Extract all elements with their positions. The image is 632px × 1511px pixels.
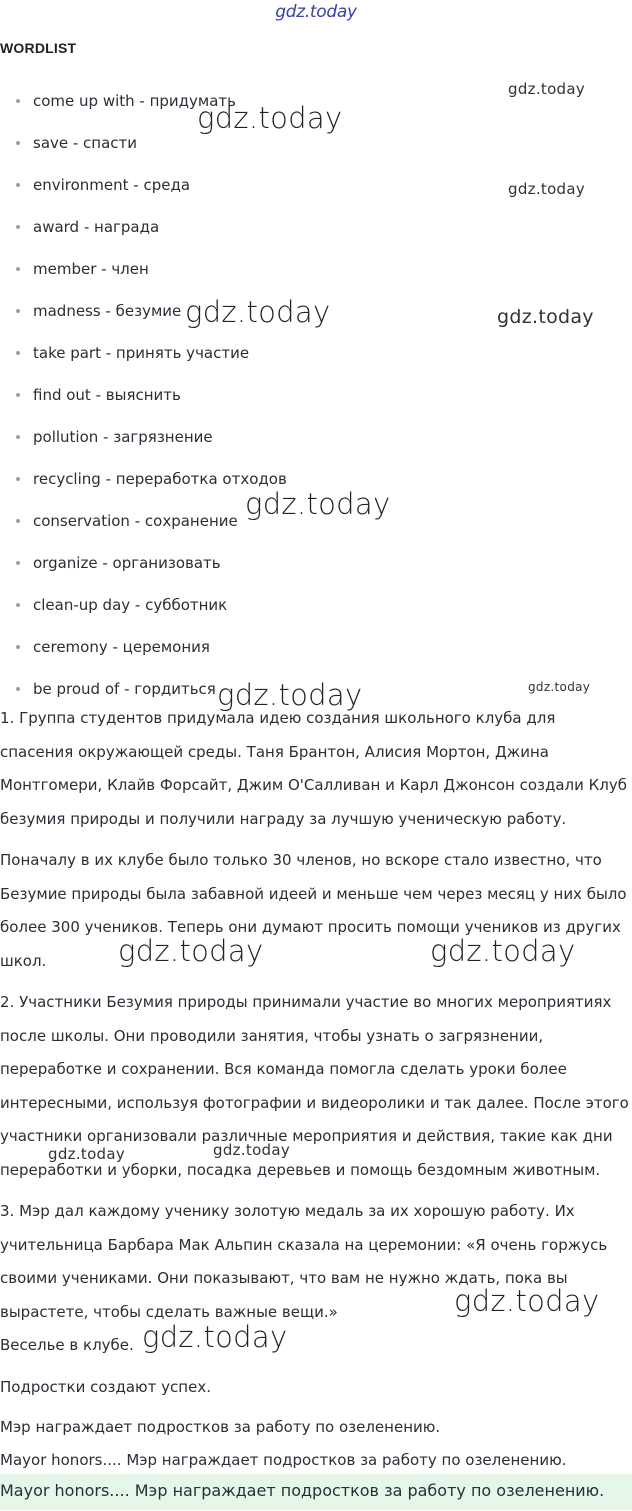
title-line-2: Подростки создают успех.	[0, 1378, 211, 1396]
bullet-icon	[16, 393, 20, 397]
watermark: gdz.today	[48, 1145, 126, 1163]
title-line-3: Мэр награждает подростков за работу по озеленению.	[0, 1418, 441, 1436]
bullet-icon	[16, 351, 20, 355]
watermark: gdz.today	[217, 678, 363, 712]
wordlist-heading: WORDLIST	[0, 40, 77, 56]
bullet-icon	[16, 645, 20, 649]
paragraph-3: 2. Участники Безумия природы принимали участие во многих мероприятиях после школы. Они проводили занятия, чтобы узнать о загрязнении, переработке и сохранении. Вся команда помогла сделать уроки более интересными, используя фотографии и видеоролики и так далее. После этого участники организовали различные мероприятия и действия, такие как дни переработки и уборки, посадка деревьев и помощь бездомным животным.	[0, 993, 629, 1179]
bullet-icon	[16, 267, 20, 271]
bullet-icon	[16, 477, 20, 481]
watermark: gdz.today	[245, 487, 391, 521]
watermark: gdz.today	[508, 80, 586, 98]
paragraph-1: 1. Группа студентов придумала идею создания школьного клуба для спасения окружающей среды. Таня Брантон, Алисия Мортон, Джина Монтгомери, Клайв Форсайт, Джим О'Салливан и Карл Джонсон создали Клуб безумия природы и получили награду за лучшую ученическую работу.	[0, 709, 628, 828]
paragraph-2: Поначалу в их клубе было только 30 членов, но вскоре стало известно, что Безумие природы была забавной идеей и меньше чем через месяц у них было более 300 учеников. Теперь они думают просить помощи учеников из других школ.	[0, 851, 627, 970]
bullet-icon	[16, 99, 20, 103]
bullet-icon	[16, 183, 20, 187]
watermark: gdz.today	[185, 295, 331, 329]
bullet-icon	[16, 687, 20, 691]
highlighted-line: Mayor honors.... Мэр награждает подростков за работу по озеленению.	[0, 1474, 632, 1510]
watermark: gdz.today	[454, 1284, 600, 1318]
watermark: gdz.today	[497, 306, 594, 328]
watermark: gdz.today	[197, 101, 343, 135]
title-line-4: Mayor honors.... Мэр награждает подростков за работу по озеленению.	[0, 1451, 567, 1469]
site-logo[interactable]: gdz.today	[275, 2, 357, 22]
watermark: gdz.today	[213, 1141, 291, 1159]
bullet-icon	[16, 519, 20, 523]
bullet-icon	[16, 141, 20, 145]
watermark: gdz.today	[118, 934, 264, 968]
watermark: gdz.today	[430, 934, 576, 968]
paragraph-4: 3. Мэр дал каждому ученику золотую медаль за их хорошую работу. Их учительница Барбара Мак Альпин сказала на церемонии: «Я очень горжусь своими учениками. Они показывают, что вам не нужно ждать, пока вы вырастете, чтобы сделать важные вещи.»	[0, 1202, 608, 1321]
watermark: gdz.today	[508, 180, 586, 198]
bullet-icon	[16, 225, 20, 229]
watermark: gdz.today	[142, 1320, 288, 1354]
bullet-icon	[16, 561, 20, 565]
bullet-icon	[16, 435, 20, 439]
bullet-icon	[16, 603, 20, 607]
title-line-1: Веселье в клубе.	[0, 1336, 134, 1354]
bullet-icon	[16, 309, 20, 313]
watermark: gdz.today	[528, 680, 591, 694]
